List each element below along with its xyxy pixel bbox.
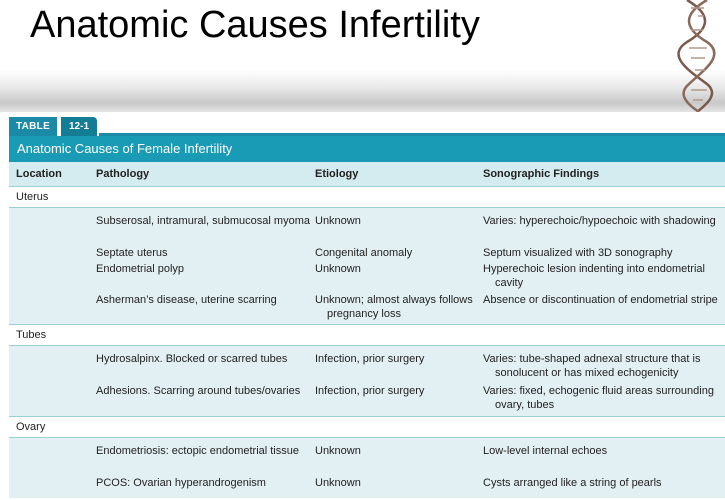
table-tag-row bbox=[9, 117, 725, 136]
etiology-cell: Infection, prior surgery bbox=[315, 385, 425, 397]
infertility-table bbox=[9, 117, 725, 500]
slide-title: Anatomic Causes Infertility bbox=[30, 4, 480, 46]
slide-header bbox=[0, 0, 725, 112]
findings-cell: Varies: tube-shaped adnexal structure that is sonolucent or has mixed echogenicity bbox=[483, 353, 701, 379]
section-label: Ovary bbox=[16, 421, 46, 433]
table-tag-rule bbox=[99, 133, 725, 136]
etiology-cell: Unknown bbox=[315, 477, 361, 489]
header-findings: Sonographic Findings bbox=[483, 168, 600, 180]
table-caption: Anatomic Causes of Female Infertility bbox=[9, 136, 725, 162]
header-etiology: Etiology bbox=[315, 168, 359, 180]
section-tubes bbox=[9, 325, 725, 346]
findings-cell: Absence or discontinuation of endometrial stripe bbox=[483, 294, 718, 306]
header-pathology: Pathology bbox=[96, 168, 150, 180]
pathology-cell: Endometriosis: ectopic endometrial tissue bbox=[96, 445, 299, 457]
findings-cell: Septum visualized with 3D sonography bbox=[483, 247, 673, 259]
etiology-cell: Infection, prior surgery bbox=[315, 353, 425, 365]
pathology-cell: Septate uterus bbox=[96, 247, 168, 259]
pathology-cell: Endometrial polyp bbox=[96, 263, 185, 275]
etiology-cell: Unknown bbox=[315, 215, 361, 227]
table-tag: TABLE bbox=[9, 117, 57, 136]
findings-cell: Varies: hyperechoic/hypoechoic with shadowing bbox=[483, 215, 716, 227]
pathology-cell: PCOS: Ovarian hyperandrogenism bbox=[96, 477, 266, 489]
findings-cell: Hyperechoic lesion indenting into endometrial cavity bbox=[483, 263, 705, 289]
pathology-cell: Hydrosalpinx. Blocked or scarred tubes bbox=[96, 353, 288, 365]
header-location: Location bbox=[16, 168, 62, 180]
table-number: 12-1 bbox=[61, 117, 97, 136]
section-ovary bbox=[9, 417, 725, 438]
section-body-ovary bbox=[9, 438, 725, 498]
pathology-cell: Subserosal, intramural, submucosal myoma bbox=[96, 215, 310, 227]
etiology-cell: Unknown bbox=[315, 263, 361, 275]
section-body-uterus bbox=[9, 208, 725, 325]
section-uterus bbox=[9, 187, 725, 208]
findings-cell: Cysts arranged like a string of pearls bbox=[483, 477, 662, 489]
findings-cell: Low-level internal echoes bbox=[483, 445, 608, 457]
pathology-cell: Adhesions. Scarring around tubes/ovaries bbox=[96, 385, 301, 397]
findings-cell: Varies: fixed, echogenic fluid areas surrounding ovary, tubes bbox=[483, 385, 714, 411]
section-body-tubes bbox=[9, 346, 725, 417]
dna-helix-icon bbox=[677, 0, 717, 112]
etiology-cell: Unknown; almost always follows pregnancy loss bbox=[315, 294, 473, 320]
etiology-cell: Congenital anomaly bbox=[315, 247, 413, 259]
section-label: Tubes bbox=[16, 329, 47, 341]
column-header-row bbox=[9, 162, 725, 187]
etiology-cell: Unknown bbox=[315, 445, 361, 457]
section-label: Uterus bbox=[16, 191, 49, 203]
pathology-cell: Asherman’s disease, uterine scarring bbox=[96, 294, 277, 306]
